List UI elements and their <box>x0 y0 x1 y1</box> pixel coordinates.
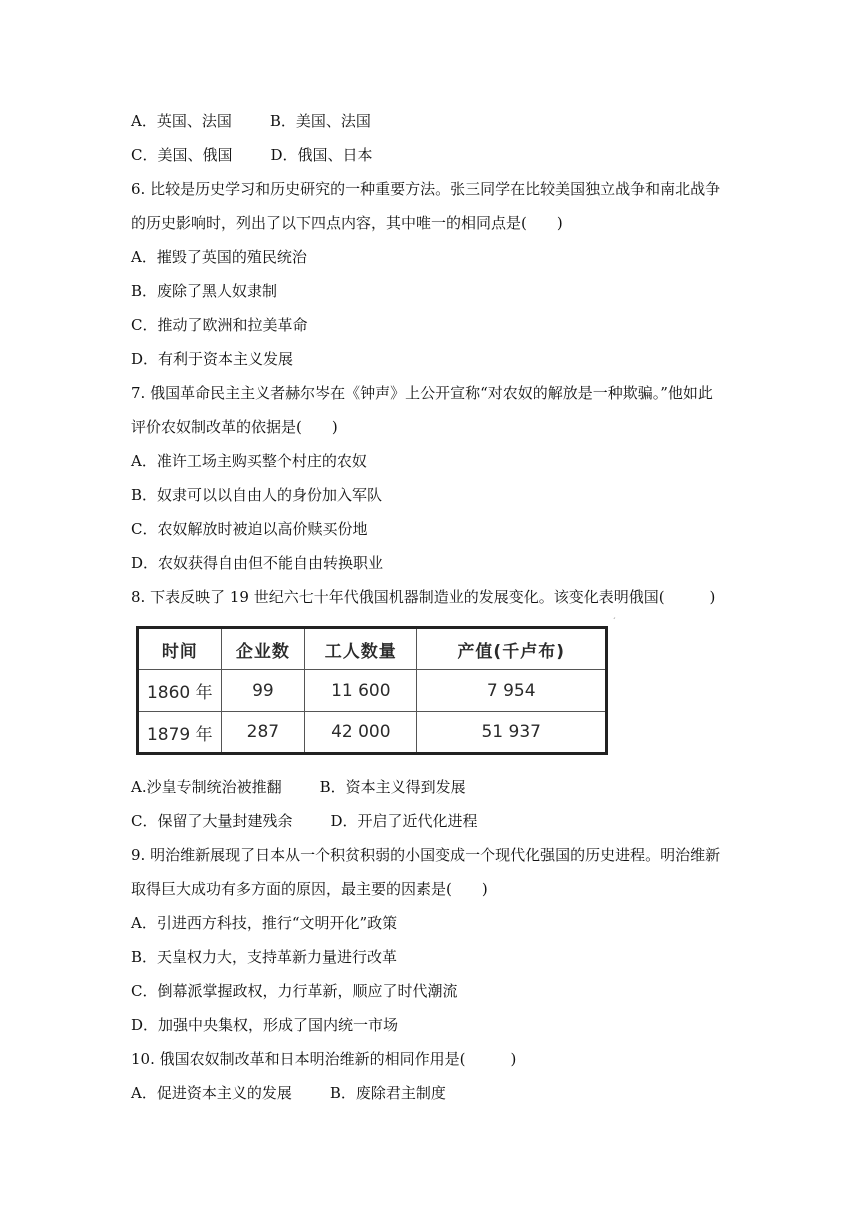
question-text: 10. 俄国农奴制改革和日本明治维新的相同作用是( ) <box>131 1050 517 1068</box>
text-line <box>131 281 277 301</box>
question-text: 的历史影响时，列出了以下四点内容，其中唯一的相同点是( ) <box>131 214 563 232</box>
question-text: C．推动了欧洲和拉美革命 <box>131 316 308 334</box>
text-line <box>131 451 367 471</box>
option-text: A.沙皇专制统治被推翻 <box>131 778 282 796</box>
text-line <box>131 485 382 505</box>
question-text: C．农奴解放时被迫以高价赎买份地 <box>131 520 368 538</box>
text-line <box>131 417 338 437</box>
text-line <box>131 213 563 233</box>
table-cell: 42 000 <box>305 712 417 754</box>
question-text: D．有利于资本主义发展 <box>131 350 294 368</box>
table-cell: 51 937 <box>417 712 607 754</box>
header-cell: 产值(千卢布) <box>417 628 607 670</box>
table-cell: 99 <box>221 670 305 712</box>
text-line <box>131 111 371 131</box>
table-row <box>138 670 607 712</box>
question-text: A．引进西方科技，推行“文明开化”政策 <box>131 914 398 932</box>
option-text: C．美国、俄国 <box>131 146 233 164</box>
question-text: 取得巨大成功有多方面的原因，最主要的因素是( ) <box>131 880 488 898</box>
text-line <box>131 519 367 539</box>
text-line <box>131 315 307 335</box>
table-header-row <box>138 628 607 670</box>
table-row <box>138 712 607 754</box>
header-cell: 时间 <box>138 628 222 670</box>
table-cell: 1879 年 <box>138 712 222 754</box>
table-cell: 7 954 <box>417 670 607 712</box>
text-line <box>131 179 720 199</box>
text-line <box>131 383 713 403</box>
text-line <box>131 587 715 607</box>
text-line <box>131 349 293 369</box>
machine-industry-table <box>136 626 608 755</box>
text-line <box>131 879 488 899</box>
option-text: B．美国、法国 <box>269 112 371 130</box>
question-text: A．准许工场主购买整个村庄的农奴 <box>131 452 367 470</box>
question-text: A．摧毁了英国的殖民统治 <box>131 248 307 266</box>
question-text: D．加强中央集权，形成了国内统一市场 <box>131 1016 399 1034</box>
question-text: B．天皇权力大，支持革新力量进行改革 <box>131 948 398 966</box>
text-line <box>131 913 397 933</box>
table-cell: 11 600 <box>305 670 417 712</box>
question-text: B．废除了黑人奴隶制 <box>131 282 278 300</box>
question-text: 7. 俄国革命民主主义者赫尔岑在《钟声》上公开宣称“对农奴的解放是一种欺骗。”他如此 <box>131 384 713 402</box>
table-cell: 1860 年 <box>138 670 222 712</box>
option-text: C．保留了大量封建残余 <box>131 812 293 830</box>
question-text: B．奴隶可以以自由人的身份加入军队 <box>131 486 383 504</box>
option-text: D．开启了近代化进程 <box>330 812 478 830</box>
text-line <box>131 1049 516 1069</box>
text-line <box>131 811 478 831</box>
text-line <box>131 1015 398 1035</box>
text-line <box>131 947 397 967</box>
question-text: 8. 下表反映了 19 世纪六七十年代俄国机器制造业的发展变化。该变化表明俄国( ) <box>131 588 716 606</box>
header-cell: 工人数量 <box>305 628 417 670</box>
question-text: 6. 比较是历史学习和历史研究的一种重要方法。张三同学在比较美国独立战争和南北战争 <box>131 180 721 198</box>
option-text: B．废除君主制度 <box>329 1084 446 1102</box>
text-line <box>131 845 720 865</box>
question-text: 9. 明治维新展现了日本从一个积贫积弱的小国变成一个现代化强国的历史进程。明治维新 <box>131 846 721 864</box>
header-cell: 企业数 <box>221 628 305 670</box>
text-line <box>131 1083 446 1103</box>
option-text: A．英国、法国 <box>131 112 232 130</box>
scan-mark: ˊ <box>612 617 616 626</box>
text-line <box>131 981 457 1001</box>
text-line <box>131 553 383 573</box>
text-line <box>131 145 373 165</box>
option-text: B．资本主义得到发展 <box>319 778 466 796</box>
option-text: D．俄国、日本 <box>270 146 373 164</box>
question-text: C．倒幕派掌握政权，力行革新，顺应了时代潮流 <box>131 982 458 1000</box>
question-text: 评价农奴制改革的依据是( ) <box>131 418 338 436</box>
table-cell: 287 <box>221 712 305 754</box>
option-text: A．促进资本主义的发展 <box>131 1084 292 1102</box>
question-text: D．农奴获得自由但不能自由转换职业 <box>131 554 384 572</box>
text-line <box>131 777 466 797</box>
text-line <box>131 247 307 267</box>
